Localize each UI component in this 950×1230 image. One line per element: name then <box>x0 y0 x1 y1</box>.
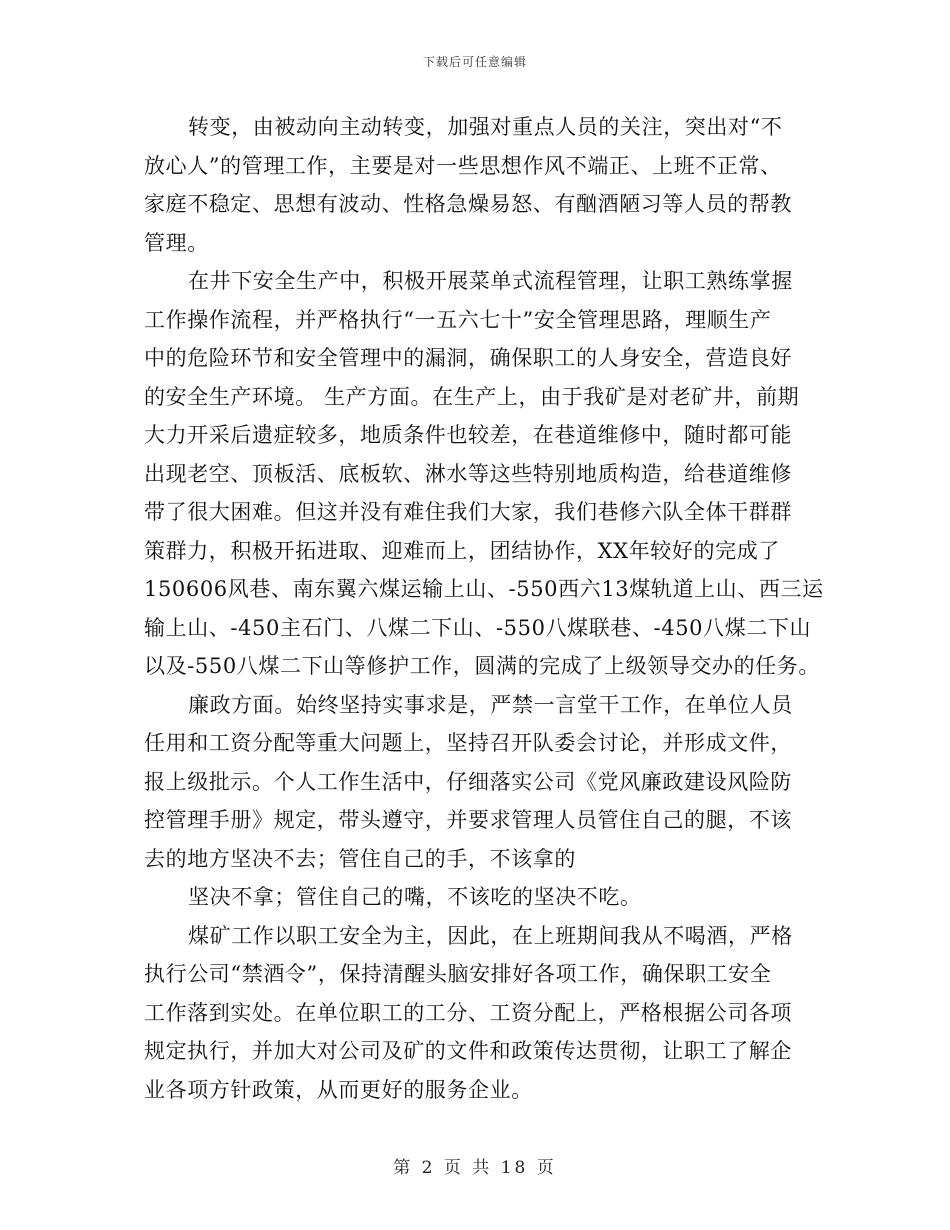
text-line: 在井下安全生产中，积极开展菜单式流程管理，让职工熟练掌握 <box>188 269 793 293</box>
text-line: 报上级批示。个人工作生活中，仔细落实公司《党风廉政建设风险防 <box>144 769 792 794</box>
paragraph-4 <box>144 878 806 917</box>
text-line: 的安全生产环境。 生产方面。在生产上，由于我矿是对老矿井，前期 <box>144 384 800 409</box>
text-line: 坚决不拿；管住自己的嘴，不该吃的坚决不吃。 <box>188 885 642 909</box>
text-line: 策群力，积极开拓进取、迎难而上，团结协作，XX年较好的完成了 <box>144 538 780 563</box>
text-line: 150606风巷、南东翼六煤运输上山、-550西六13煤轨道上山、西三运 <box>144 577 824 601</box>
text-line: 业各项方针政策，从而更好的服务企业。 <box>144 1077 533 1102</box>
text-line: 去的地方坚决不去；管住自己的手，不该拿的 <box>144 846 576 871</box>
text-line: 廉政方面。始终坚持实事求是，严禁一言堂干工作，在单位人员 <box>188 692 793 717</box>
text-line: 大力开采后遗症较多，地质条件也较差，在巷道维修中，随时都可能 <box>144 423 792 447</box>
text-line: 管理。 <box>144 230 209 255</box>
text-line: 家庭不稳定、思想有波动、性格急燥易怒、有酗酒陋习等人员的帮教 <box>144 192 792 216</box>
text-line: 中的危险环节和安全管理中的漏洞，确保职工的人身安全，营造良好 <box>144 346 792 370</box>
paragraph-1 <box>144 108 806 262</box>
text-line: 转变，由被动向主动转变，加强对重点人员的关注，突出对“不 <box>188 115 783 139</box>
document-body <box>144 108 824 1109</box>
paragraph-5 <box>144 917 806 1110</box>
text-line: 煤矿工作以职工安全为主，因此，在上班期间我从不喝酒，严格 <box>188 923 793 948</box>
text-line: 工作操作流程，并严格执行“一五六七十”安全管理思路，理顺生产 <box>144 307 772 332</box>
text-line: 任用和工资分配等重大问题上，坚持召开队委会讨论，并形成文件， <box>144 731 792 755</box>
paragraph-3 <box>144 686 806 879</box>
text-line: 执行公司“禁酒令”，保持清醒头脑安排好各项工作，确保职工安全 <box>144 962 772 986</box>
text-line: 放心人”的管理工作，主要是对一些思想作风不端正、上班不正常、 <box>144 153 782 178</box>
text-line: 以及-550八煤二下山等修护工作，圆满的完成了上级领导交办的任务。 <box>144 654 820 678</box>
text-line: 带了很大困难。但这并没有难住我们大家，我们巷修六队全体干群群 <box>144 500 792 524</box>
page-number: 第 2 页 共 18 页 <box>393 1158 557 1178</box>
text-line: 出现老空、顶板活、底板软、淋水等这些特别地质构造，给巷道维修 <box>144 461 792 486</box>
page-header: 下载后可任意编辑 <box>422 55 527 69</box>
text-line: 规定执行，并加大对公司及矿的文件和政策传达贯彻，让职工了解企 <box>144 1039 792 1063</box>
text-line: 控管理手册》规定，带头遵守，并要求管理人员管住自己的腿，不该 <box>144 808 792 832</box>
text-line: 工作落到实处。在单位职工的工分、工资分配上，严格根据公司各项 <box>144 1000 792 1025</box>
paragraph-2 <box>144 262 824 686</box>
text-line: 输上山、-450主石门、八煤二下山、-550八煤联巷、-450八煤二下山 <box>144 615 812 640</box>
